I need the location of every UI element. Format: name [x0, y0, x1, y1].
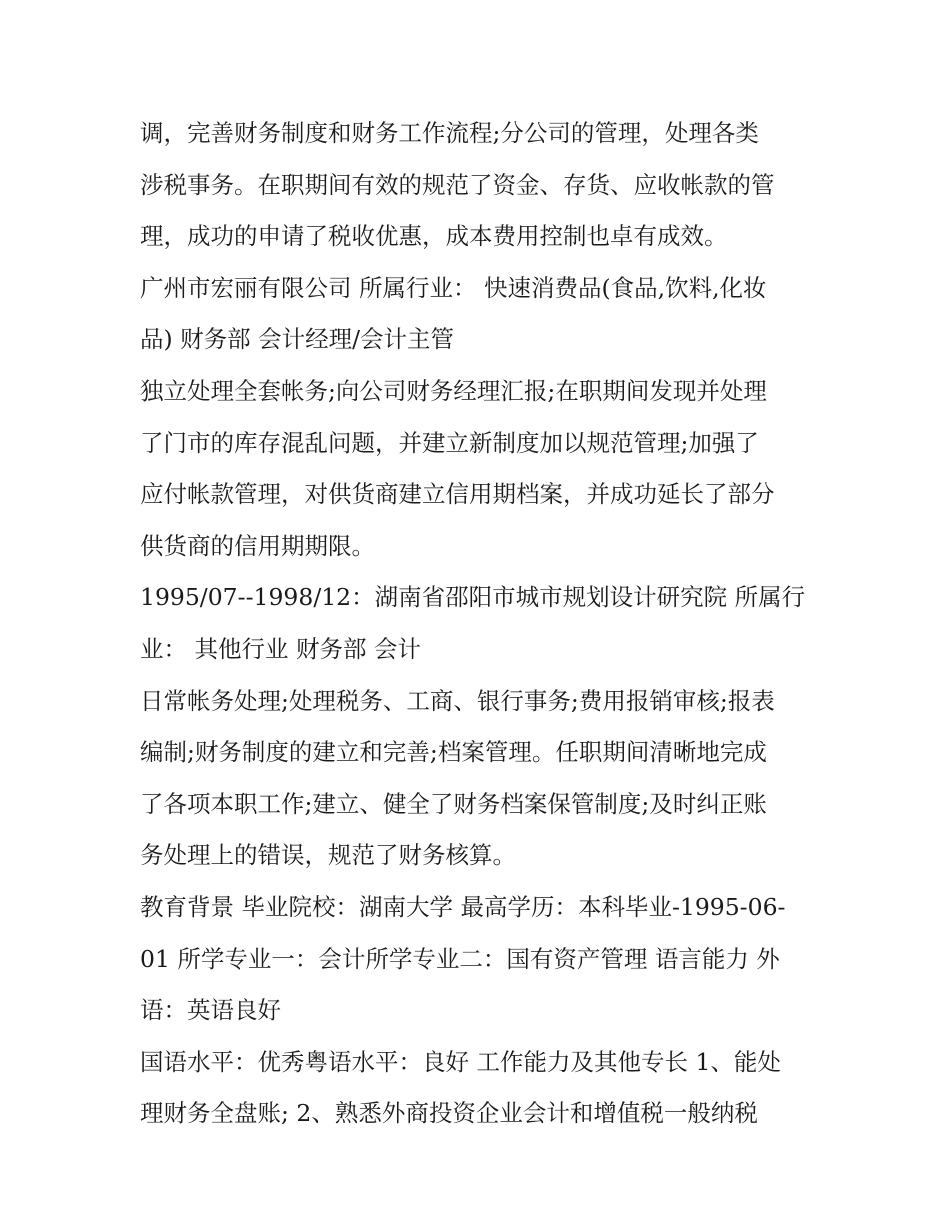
text-line: 品) 财务部 会计经理/会计主管	[140, 325, 455, 354]
text-line: 务处理上的错误，规范了财务核算。	[140, 841, 516, 870]
text-line: 了门市的库存混乱问题，并建立新制度加以规范管理;加强了	[140, 428, 759, 457]
document-body-text	[140, 108, 820, 1140]
text-line: 1995/07--1998/12：湖南省邵阳市城市规划设计研究院 所属行	[140, 583, 806, 612]
text-line: 教育背景 毕业院校：湖南大学 最高学历：本科毕业-1995-06-	[140, 892, 786, 921]
text-line: 调，完善财务制度和财务工作流程;分公司的管理，处理各类	[140, 119, 759, 147]
text-line: 了各项本职工作;建立、健全了财务档案保管制度;及时纠正账	[140, 789, 767, 818]
text-line: 编制;财务制度的建立和完善;档案管理。任职期间清晰地完成	[140, 738, 767, 767]
text-line: 广州市宏丽有限公司 所属行业： 快速消费品(食品,饮料,化妆	[140, 273, 767, 302]
text-line: 理财务全盘账; 2、熟悉外商投资企业会计和增值税一般纳税	[140, 1099, 758, 1128]
text-line: 业： 其他行业 财务部 会计	[140, 634, 421, 663]
text-line: 语：英语良好	[140, 996, 281, 1025]
text-line: 国语水平：优秀粤语水平：良好 工作能力及其他专长 1、能处	[140, 1047, 781, 1076]
text-line: 涉税事务。在职期间有效的规范了资金、存货、应收帐款的管	[140, 170, 775, 199]
text-line: 理，成功的申请了税收优惠，成本费用控制也卓有成效。	[140, 222, 728, 251]
text-line: 01 所学专业一：会计所学专业二：国有资产管理 语言能力 外	[140, 944, 780, 973]
text-line: 独立处理全套帐务;向公司财务经理汇报;在职期间发现并处理	[140, 376, 767, 405]
text-line: 日常帐务处理;处理税务、工商、银行事务;费用报销审核;报表	[140, 686, 775, 715]
text-line: 应付帐款管理，对供货商建立信用期档案，并成功延长了部分	[140, 480, 775, 509]
text-line: 供货商的信用期期限。	[140, 531, 375, 560]
